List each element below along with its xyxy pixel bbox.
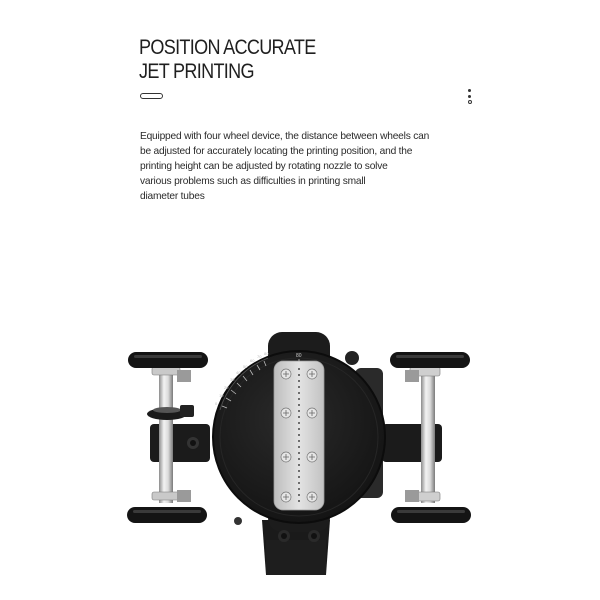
svg-text:20: 20 xyxy=(224,385,229,390)
right-axle-assembly xyxy=(382,363,442,503)
svg-text:10: 10 xyxy=(219,393,224,398)
svg-text:0: 0 xyxy=(215,401,218,406)
description-line: various problems such as difficulties in printing small xyxy=(140,176,366,188)
wheel-top-left xyxy=(128,352,208,368)
wheel-bottom-left xyxy=(127,507,207,523)
description-line: be adjusted for accurately locating the printing position, and the xyxy=(140,146,413,158)
svg-text:50: 50 xyxy=(243,364,248,369)
svg-text:60: 60 xyxy=(250,358,255,363)
svg-text:40: 40 xyxy=(236,370,241,375)
ruler-top-label: 80 xyxy=(296,353,302,359)
wheel-top-right xyxy=(390,352,470,368)
svg-text:30: 30 xyxy=(230,377,235,382)
description-line: printing height can be adjusted by rotating nozzle to solve xyxy=(140,161,388,173)
left-axle-assembly xyxy=(147,363,210,503)
svg-text:80: 80 xyxy=(264,351,269,356)
wheel-bottom-right xyxy=(391,507,471,523)
feature-title-line-1: POSITION ACCURATE xyxy=(139,36,316,59)
description-line: Equipped with four wheel device, the distance between wheels can xyxy=(140,131,430,143)
feature-title-line-2: JET PRINTING xyxy=(139,60,254,83)
svg-text:70: 70 xyxy=(257,354,262,359)
description-line: diameter tubes xyxy=(140,191,205,203)
